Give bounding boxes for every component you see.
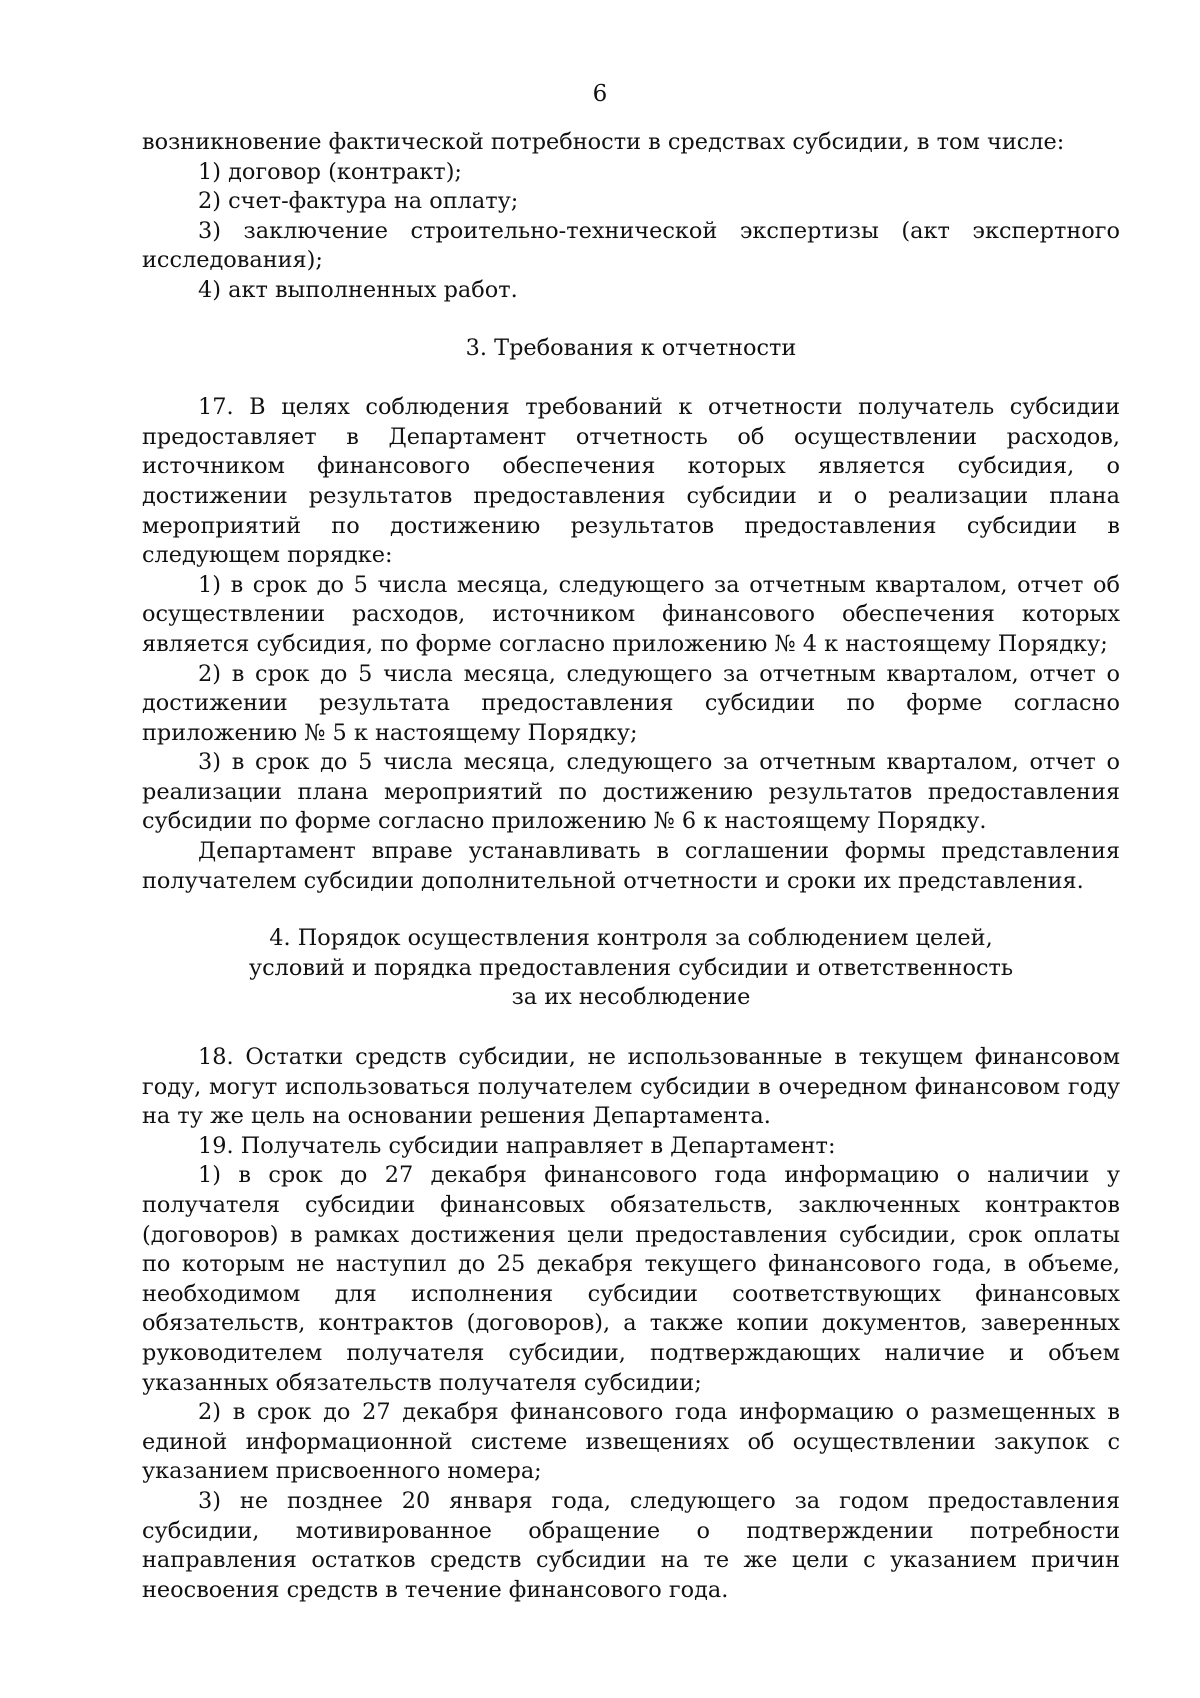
intro-item-3: 3) заключение строительно-технической экспертизы (акт экспертного исследования); xyxy=(142,217,1120,274)
section-4-title-line-3: за их несоблюдение xyxy=(511,984,751,1011)
intro-lead: возникновение фактической потребности в средствах субсидии, в том числе: xyxy=(142,129,1065,155)
page-number: 6 xyxy=(592,81,608,107)
section-4-item-2: 2) в срок до 27 декабря финансового года информацию о размещенных в единой информационной системе извещениях об осуществлении закупок с указанием присвоенного номера; xyxy=(142,1399,1120,1485)
section-3-item-1: 1) в срок до 5 числа месяца, следующего за отчетным кварталом, отчет об осуществлении расходов, источником финансового обеспечения которых является субсидия, по форме согласно приложению № 4 к настоящему Порядку; xyxy=(142,571,1120,657)
paragraph-19: 19. Получатель субсидии направляет в Департамент: xyxy=(198,1132,836,1159)
intro-item-4: 4) акт выполненных работ. xyxy=(198,276,518,303)
section-4-item-1: 1) в срок до 27 декабря финансового года информацию о наличии у получателя субсидии финансовых обязательств, заключенных контрактов (договоров) в рамках достижения цели предоставления субсидии, срок оплаты по которым не наступил до 25 декабря текущего финансового года, в объеме, необходимом для исполнения субсидии соответствующих финансовых обязательств, контрактов (договоров), а также копии документов, заверенных руководителем получателя субсидии, подтверждающих наличие и объем указанных обязательств получателя субсидии; xyxy=(142,1162,1120,1396)
section-3-closing: Департамент вправе устанавливать в соглашении формы представления получателем субсидии дополнительной отчетности и сроки их представления. xyxy=(142,838,1120,894)
paragraph-17: 17. В целях соблюдения требований к отчетности получатель субсидии предоставляет в Департамент отчетность об осуществлении расходов, источником финансового обеспечения которых является субсидия, о достижении результатов предоставления субсидии и о реализации плана мероприятий по достижению результатов предоставления субсидии в следующем порядке: xyxy=(142,394,1120,569)
section-4-title-line-2: условий и порядка предоставления субсидии и ответственность xyxy=(248,954,1014,981)
intro-item-2: 2) счет-фактура на оплату; xyxy=(198,188,519,215)
intro-item-1: 1) договор (контракт); xyxy=(198,158,462,185)
section-4-title-line-1: 4. Порядок осуществления контроля за соблюдением целей, xyxy=(269,925,993,952)
page-content xyxy=(142,128,1120,1605)
section-3-item-3: 3) в срок до 5 числа месяца, следующего за отчетным кварталом, отчет о реализации плана мероприятий по достижению результатов предоставления субсидии по форме согласно приложению № 6 к настоящему Порядку. xyxy=(142,749,1120,835)
section-3-title: 3. Требования к отчетности xyxy=(465,334,797,361)
section-4-item-3: 3) не позднее 20 января года, следующего за годом предоставления субсидии, мотивированное обращение о подтверждении потребности направления остатков средств субсидии на те же цели с указанием причин неосвоения средств в течение финансового года. xyxy=(142,1487,1120,1603)
section-3-item-2: 2) в срок до 5 числа месяца, следующего за отчетным кварталом, отчет о достижении результата предоставления субсидии по форме согласно приложению № 5 к настоящему Порядку; xyxy=(142,660,1120,746)
paragraph-18: 18. Остатки средств субсидии, не использованные в текущем финансовом году, могут использоваться получателем субсидии в очередном финансовом году на ту же цель на основании решения Департамента. xyxy=(142,1044,1120,1130)
